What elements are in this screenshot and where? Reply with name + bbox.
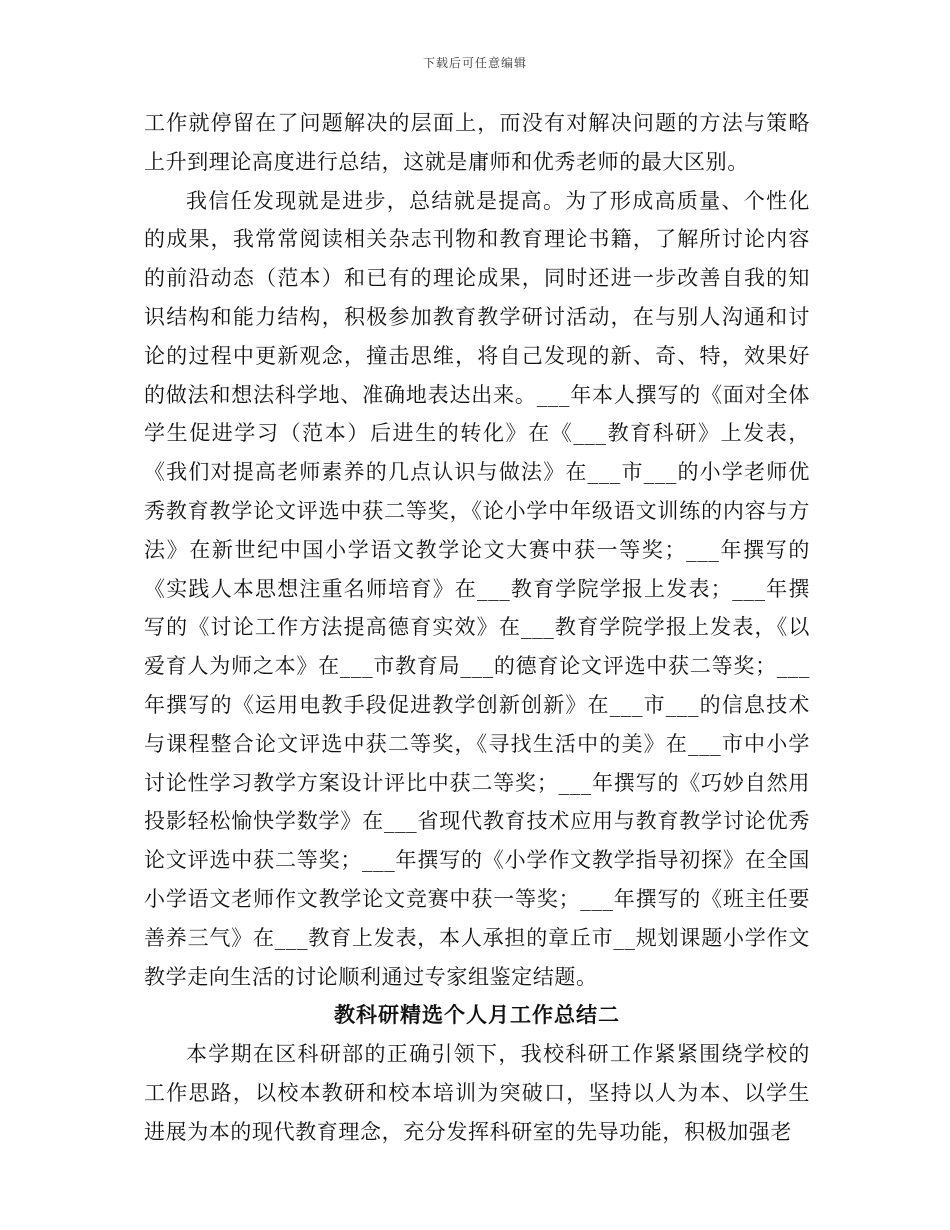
section-title: 教科研精选个人月工作总结二: [334, 1002, 620, 1028]
body-paragraph-2: 我信任发现就是进步，总结就是提高。为了形成高质量、个性化的成果，我常常阅读相关杂志刊物和教育理论书籍，了解所讨论内容的前沿动态（范本）和已有的理论成果，同时还进一步改善自我的知识结构和能力结构，积极参加教育教学研讨活动，在与别人沟通和讨论的过程中更新观念，撞击思维，将自己发现的新、奇、特，效果好的做法和想法科学地、准确地表达出来。___年本人撰写的《面对全体学生促进学习（范本）后进生的转化》在《___教育科研》上发表，《我们对提高老师素养的几点认识与做法》在___市___的小学老师优秀教育教学论文评选中获二等奖，《论小学中年级语文训练的内容与方法》在新世纪中国小学语文教学论文大赛中获一等奖；___年撰写的《实践人本思想注重名师培育》在___教育学院学报上发表；___年撰写的《讨论工作方法提高德育实效》在___教育学院学报上发表，《以爱育人为师之本》在___市教育局___的德育论文评选中获二等奖；___年撰写的《运用电教手段促进教学创新创新》在___市___的信息技术与课程整合论文评选中获二等奖，《寻找生活中的美》在___市中小学讨论性学习教学方案设计评比中获二等奖；___年撰写的《巧妙自然用投影轻松愉快学数学》在___省现代教育技术应用与教育教学讨论优秀论文评选中获二等奖；___年撰写的《小学作文教学指导初探》在全国小学语文老师作文教学论文竞赛中获一等奖；___年撰写的《班主任要善养三气》在___教育上发表，本人承担的章丘市__规划课题小学作文教学走向生活的讨论顺利通过专家组鉴定结题。: [144, 188, 810, 989]
page-header: 下载后可任意编辑: [422, 56, 527, 70]
body-paragraph-1: 工作就停留在了问题解决的层面上，而没有对解决问题的方法与策略上升到理论高度进行总结，这就是庸师和优秀老师的最大区别。: [144, 111, 810, 174]
body-paragraph-3: 本学期在区科研部的正确引领下，我校科研工作紧紧围绕学校的工作思路，以校本教研和校本培训为突破口，坚持以人为本、以学生进展为本的现代教育理念，充分发挥科研室的先导功能，积极加强老: [144, 1042, 810, 1144]
document-body: [144, 104, 810, 1152]
